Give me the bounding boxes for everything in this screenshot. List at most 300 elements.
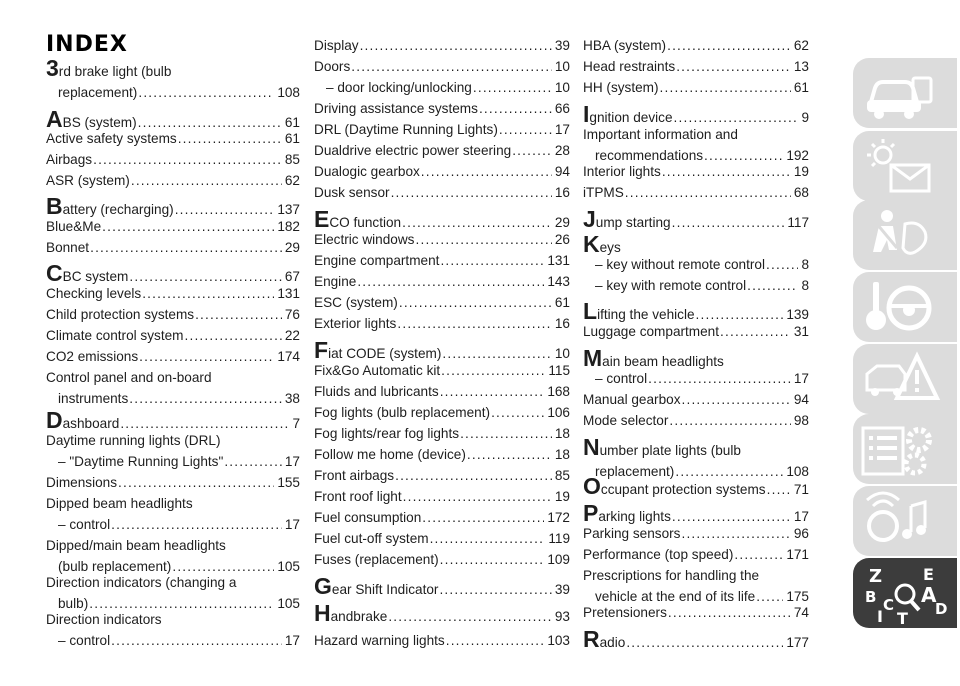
entry-line	[314, 531, 570, 547]
index-entry[interactable]	[314, 253, 570, 269]
entry-line	[314, 59, 570, 75]
page-number[interactable]: 94	[554, 164, 570, 179]
index-entry[interactable]	[314, 447, 570, 463]
entry-text	[583, 80, 659, 96]
index-entry[interactable]	[583, 101, 809, 127]
entry-line	[58, 454, 300, 470]
index-entry[interactable]	[314, 468, 570, 484]
page-number[interactable]: 10	[554, 80, 570, 95]
index-entry[interactable]	[46, 496, 300, 512]
page-number[interactable]: 131	[277, 286, 300, 301]
index-entry[interactable]	[314, 510, 570, 526]
lights-message-icon	[853, 131, 957, 201]
entry-line	[46, 433, 300, 449]
entry-line	[583, 185, 809, 201]
index-entry[interactable]	[583, 473, 809, 499]
dot-leader	[351, 59, 552, 75]
index-entry[interactable]	[46, 538, 300, 575]
index-entry[interactable]	[46, 173, 300, 189]
entry-label: Pretensioners	[583, 605, 667, 620]
dot-leader	[90, 240, 282, 256]
page-number[interactable]: 10	[554, 346, 570, 361]
index-entry[interactable]	[314, 206, 570, 232]
entry-line	[314, 38, 570, 54]
entry-text	[583, 127, 738, 142]
page-number[interactable]: 192	[786, 148, 809, 163]
index-entry[interactable]	[314, 489, 570, 505]
entry-text	[46, 193, 174, 219]
page-number[interactable]: 139	[786, 307, 809, 322]
index-entry[interactable]	[46, 152, 300, 168]
entry-line	[314, 552, 570, 568]
entry-label: rd brake light (bulb	[58, 64, 172, 79]
index-entry[interactable]	[583, 413, 809, 429]
index-entry[interactable]	[314, 426, 570, 442]
page-number[interactable]: 16	[554, 316, 570, 331]
index-entry[interactable]	[46, 517, 300, 533]
page-number[interactable]: 85	[284, 152, 300, 167]
tab-maintenance[interactable]	[853, 414, 957, 484]
entry-text	[326, 80, 472, 96]
entry-label: Bonnet	[46, 240, 90, 255]
index-entry[interactable]	[583, 568, 809, 605]
tab-starting[interactable]	[853, 272, 957, 342]
index-entry[interactable]	[314, 405, 570, 421]
entry-line	[314, 384, 570, 400]
entry-line	[583, 164, 809, 180]
index-entry[interactable]	[583, 434, 809, 480]
entry-text	[314, 510, 421, 526]
index-letter: T	[897, 609, 908, 628]
entry-label: Engine compartment	[314, 253, 440, 268]
index-entry[interactable]	[314, 164, 570, 180]
entry-line	[595, 257, 809, 273]
page-number[interactable]: 143	[547, 274, 570, 289]
page-number[interactable]: 96	[793, 526, 809, 541]
index-entry[interactable]	[583, 206, 809, 232]
entry-label: CO function	[329, 215, 402, 230]
page-number[interactable]: 71	[793, 482, 809, 497]
index-entry[interactable]	[314, 337, 570, 363]
page-number[interactable]: 8	[801, 257, 809, 272]
index-entry[interactable]	[314, 316, 570, 332]
page-number[interactable]: 28	[554, 143, 570, 158]
entry-text	[314, 426, 459, 442]
tab-dashboard[interactable]	[853, 58, 957, 128]
dot-leader	[138, 115, 282, 131]
index-entry[interactable]	[583, 324, 809, 340]
dot-leader	[102, 219, 274, 235]
index-entry[interactable]	[583, 500, 809, 526]
entry-line	[583, 434, 809, 460]
page-number[interactable]: 66	[554, 101, 570, 116]
entry-label: Fog lights/rear fog lights	[314, 426, 460, 441]
page-number[interactable]: 31	[793, 324, 809, 339]
entry-text	[314, 122, 498, 138]
index-entry[interactable]	[314, 295, 570, 311]
index-entry[interactable]	[314, 531, 570, 547]
dot-leader	[440, 552, 545, 568]
entry-text	[314, 363, 440, 379]
entry-label: gnition device	[589, 110, 673, 125]
dot-leader	[89, 596, 274, 612]
page-number[interactable]: 29	[284, 240, 300, 255]
index-entry[interactable]	[314, 232, 570, 248]
page-number[interactable]: 174	[277, 349, 300, 364]
index-entry[interactable]	[46, 370, 300, 407]
page-number[interactable]: 137	[277, 202, 300, 217]
index-entry[interactable]	[583, 231, 809, 257]
entry-line	[583, 148, 809, 164]
entry-text	[583, 231, 621, 257]
entry-line	[314, 274, 570, 290]
page-number[interactable]: 17	[284, 633, 300, 648]
index-entry[interactable]	[314, 185, 570, 201]
dot-leader	[441, 363, 545, 379]
entry-label: Dimensions	[46, 475, 118, 490]
entry-initial: G	[314, 573, 332, 599]
entry-text	[583, 500, 671, 526]
page-number[interactable]: 105	[277, 596, 300, 611]
index-entry[interactable]	[583, 605, 809, 621]
entry-label: Blue&Me	[46, 219, 102, 234]
page-number[interactable]: 61	[284, 115, 300, 130]
entry-line	[46, 407, 300, 433]
index-entry[interactable]	[46, 454, 300, 470]
index-entry[interactable]	[583, 298, 809, 324]
page-number[interactable]: 74	[793, 605, 809, 620]
index-entry[interactable]	[46, 260, 300, 286]
index-entry[interactable]	[46, 475, 300, 491]
entry-label: ump starting	[595, 215, 671, 230]
page-number[interactable]: 109	[547, 552, 570, 567]
index-entry[interactable]	[583, 392, 809, 408]
entry-label: (bulb replacement)	[58, 559, 172, 574]
entry-label: Fuses (replacement)	[314, 552, 439, 567]
dot-leader	[734, 547, 783, 563]
entry-text	[314, 101, 478, 117]
entry-text	[314, 185, 390, 201]
index-entry[interactable]	[46, 240, 300, 256]
index-entry[interactable]	[314, 600, 570, 626]
page-number[interactable]: 17	[793, 509, 809, 524]
index-entry[interactable]	[46, 328, 300, 344]
entry-label: Climate control system	[46, 328, 184, 343]
index-entry[interactable]	[314, 143, 570, 159]
entry-label: Fluids and lubricants	[314, 384, 439, 399]
page-number[interactable]: 172	[547, 510, 570, 525]
dot-leader	[696, 307, 784, 323]
index-entry[interactable]	[583, 59, 809, 75]
entry-label: Manual gearbox	[583, 392, 681, 407]
entry-line	[46, 612, 300, 628]
index-entry[interactable]	[583, 164, 809, 180]
page-number[interactable]: 39	[554, 38, 570, 53]
entry-text	[46, 106, 137, 132]
entry-text	[314, 489, 402, 505]
page-number[interactable]: 18	[554, 426, 570, 441]
page-number[interactable]: 108	[786, 464, 809, 479]
page-number[interactable]: 177	[786, 635, 809, 650]
entry-line	[583, 500, 809, 526]
entry-line	[314, 447, 570, 463]
page-number[interactable]: 171	[786, 547, 809, 562]
index-entry[interactable]	[583, 371, 809, 387]
page-number[interactable]: 62	[284, 173, 300, 188]
dot-leader	[442, 346, 552, 362]
index-entry[interactable]	[46, 307, 300, 323]
tab-lights[interactable]	[853, 131, 957, 201]
tab-index[interactable]	[853, 558, 957, 628]
entry-text	[46, 219, 101, 235]
entry-line	[46, 496, 300, 512]
entry-line	[46, 286, 300, 302]
dot-leader	[397, 316, 552, 332]
entry-label: HBA (system)	[583, 38, 667, 53]
entry-line	[46, 559, 300, 575]
entry-line	[314, 101, 570, 117]
entry-line	[583, 526, 809, 542]
page-number[interactable]: 61	[554, 295, 570, 310]
entry-line	[314, 206, 570, 232]
index-entry[interactable]	[314, 384, 570, 400]
entry-line	[595, 371, 809, 387]
page-number[interactable]: 19	[554, 489, 570, 504]
page-number[interactable]: 22	[284, 328, 300, 343]
dot-leader	[676, 59, 791, 75]
entry-text	[46, 131, 177, 147]
page-number[interactable]: 17	[793, 371, 809, 386]
entry-line	[46, 475, 300, 491]
page-number[interactable]: 61	[793, 80, 809, 95]
dot-leader	[766, 257, 798, 273]
page-number[interactable]: 18	[554, 447, 570, 462]
entry-line	[314, 185, 570, 201]
page-number[interactable]: 17	[284, 454, 300, 469]
tab-safety[interactable]	[853, 200, 957, 270]
page-number[interactable]: 115	[548, 363, 570, 378]
entry-label: Prescriptions for handling the	[583, 568, 760, 583]
page-number[interactable]: 155	[277, 475, 300, 490]
page-number[interactable]: 8	[801, 278, 809, 293]
page-number[interactable]: 108	[277, 85, 300, 100]
index-entry[interactable]	[46, 633, 300, 649]
dot-leader	[626, 635, 783, 651]
dot-leader	[668, 605, 791, 621]
dot-leader	[138, 85, 274, 101]
entry-line	[46, 596, 300, 612]
entry-text	[58, 633, 110, 649]
entry-text	[583, 298, 695, 324]
entry-label: Dualdrive electric power steering	[314, 143, 512, 158]
index-entry[interactable]	[583, 278, 809, 294]
page-number[interactable]: 17	[554, 122, 570, 137]
dot-leader	[430, 531, 546, 547]
page-number[interactable]: 62	[793, 38, 809, 53]
entry-label: adio	[599, 635, 626, 650]
page-number[interactable]: 16	[554, 185, 570, 200]
index-entry[interactable]	[46, 193, 300, 219]
index-entry[interactable]	[583, 185, 809, 201]
page-number[interactable]: 38	[284, 391, 300, 406]
index-entry[interactable]	[583, 345, 809, 371]
index-entry[interactable]	[583, 127, 809, 164]
entry-label: Front airbags	[314, 468, 395, 483]
index-entry[interactable]	[583, 257, 809, 273]
index-entry[interactable]	[46, 131, 300, 147]
page-number[interactable]: 98	[793, 413, 809, 428]
page-number[interactable]: 7	[292, 416, 300, 431]
entry-text	[583, 345, 724, 371]
entry-label: ear Shift Indicator	[331, 582, 439, 597]
index-entry[interactable]	[314, 101, 570, 117]
dot-leader	[93, 152, 282, 168]
index-entry[interactable]	[314, 552, 570, 568]
entry-line	[583, 392, 809, 408]
entry-label: Fix&Go Automatic kit	[314, 363, 441, 378]
entry-initial: L	[583, 298, 598, 324]
entry-label: Head restraints	[583, 59, 676, 74]
entry-label: Display	[314, 38, 359, 53]
entry-initial: 3	[46, 55, 59, 81]
dot-leader	[672, 509, 791, 525]
page-number[interactable]: 19	[793, 164, 809, 179]
entry-label: ashboard	[62, 416, 120, 431]
index-entry[interactable]	[46, 433, 300, 449]
dot-leader	[648, 371, 791, 387]
index-entry[interactable]	[46, 349, 300, 365]
page-number[interactable]: 39	[554, 582, 570, 597]
entry-text	[314, 447, 466, 463]
dot-leader	[388, 609, 552, 625]
page-number[interactable]: 67	[284, 269, 300, 284]
index-entry[interactable]	[314, 80, 570, 96]
page-number[interactable]: 117	[787, 215, 809, 230]
entry-line	[46, 173, 300, 189]
dot-leader	[178, 131, 282, 147]
car-dashboard-icon	[853, 58, 957, 128]
entry-text	[595, 257, 765, 273]
page-number[interactable]: 9	[801, 110, 809, 125]
index-entry[interactable]	[46, 407, 300, 433]
index-entry[interactable]	[314, 274, 570, 290]
index-entry[interactable]	[314, 573, 570, 599]
index-entry[interactable]	[46, 219, 300, 235]
dot-leader	[120, 416, 289, 432]
tab-technical-data[interactable]	[853, 486, 957, 556]
page-number[interactable]: 13	[793, 59, 809, 74]
entry-label: Dualogic gearbox	[314, 164, 420, 179]
page-number[interactable]: 76	[284, 307, 300, 322]
entry-line	[46, 391, 300, 407]
dot-leader	[357, 274, 544, 290]
entry-line	[583, 626, 809, 652]
entry-line	[46, 575, 300, 591]
entry-text	[595, 148, 703, 164]
page-number[interactable]: 105	[277, 559, 300, 574]
entry-text	[314, 573, 439, 599]
index-entry[interactable]	[314, 59, 570, 75]
index-entry[interactable]	[583, 547, 809, 563]
entry-initial: A	[46, 106, 63, 132]
entry-text	[314, 600, 388, 626]
chapter-sidebar	[853, 0, 960, 686]
page-number[interactable]: 85	[554, 468, 570, 483]
entry-line	[583, 59, 809, 75]
index-entry[interactable]	[46, 575, 300, 612]
entry-initial: B	[46, 193, 63, 219]
page-number[interactable]: 182	[277, 219, 300, 234]
index-entry[interactable]	[583, 38, 809, 54]
dot-leader	[403, 489, 552, 505]
entry-line	[314, 295, 570, 311]
entry-label: Fog lights (bulb replacement)	[314, 405, 491, 420]
entry-initial: D	[46, 407, 63, 433]
page-number[interactable]: 131	[547, 253, 570, 268]
index-entry[interactable]	[46, 612, 300, 628]
page-number[interactable]: 94	[793, 392, 809, 407]
page-number[interactable]: 103	[547, 633, 570, 648]
page-number[interactable]: 68	[793, 185, 809, 200]
index-entry[interactable]	[314, 38, 570, 54]
index-entry[interactable]	[583, 526, 809, 542]
page-number[interactable]: 61	[284, 131, 300, 146]
index-entry[interactable]	[314, 122, 570, 138]
entry-text	[314, 384, 439, 400]
index-entry[interactable]	[314, 363, 570, 379]
entry-label: ifting the vehicle	[597, 307, 695, 322]
entry-line	[583, 127, 809, 143]
entry-line	[583, 324, 809, 340]
entry-line	[314, 232, 570, 248]
entry-text	[58, 391, 128, 407]
index-entry[interactable]	[583, 80, 809, 96]
page-number[interactable]: 175	[786, 589, 809, 604]
index-entry[interactable]	[46, 286, 300, 302]
entry-line	[314, 253, 570, 269]
index-entry[interactable]	[46, 55, 300, 101]
page-number[interactable]: 17	[284, 517, 300, 532]
index-entry[interactable]	[314, 633, 570, 649]
index-entry[interactable]	[583, 626, 809, 652]
page-number[interactable]: 119	[548, 531, 570, 546]
index-entry[interactable]	[46, 106, 300, 132]
page-number[interactable]: 29	[554, 215, 570, 230]
entry-line	[583, 38, 809, 54]
entry-text	[46, 496, 193, 511]
dot-leader	[129, 269, 282, 285]
page-number[interactable]: 168	[547, 384, 570, 399]
page-number[interactable]: 10	[554, 59, 570, 74]
entry-text	[314, 468, 394, 484]
entry-text	[314, 552, 439, 568]
entry-text	[583, 626, 626, 652]
page-number[interactable]: 93	[554, 609, 570, 624]
dot-leader	[439, 582, 551, 598]
entry-text	[595, 278, 746, 294]
page-number[interactable]: 106	[547, 405, 570, 420]
entry-label: vehicle at the end of its life	[595, 589, 756, 604]
tab-emergency[interactable]	[853, 344, 957, 414]
dot-leader	[440, 253, 544, 269]
entry-label: Direction indicators (changing a	[46, 575, 237, 590]
entry-text	[46, 152, 92, 168]
entry-text	[583, 605, 667, 621]
page-number[interactable]: 26	[554, 232, 570, 247]
entry-line	[583, 589, 809, 605]
dot-leader	[479, 101, 552, 117]
entry-initial: F	[314, 337, 329, 363]
